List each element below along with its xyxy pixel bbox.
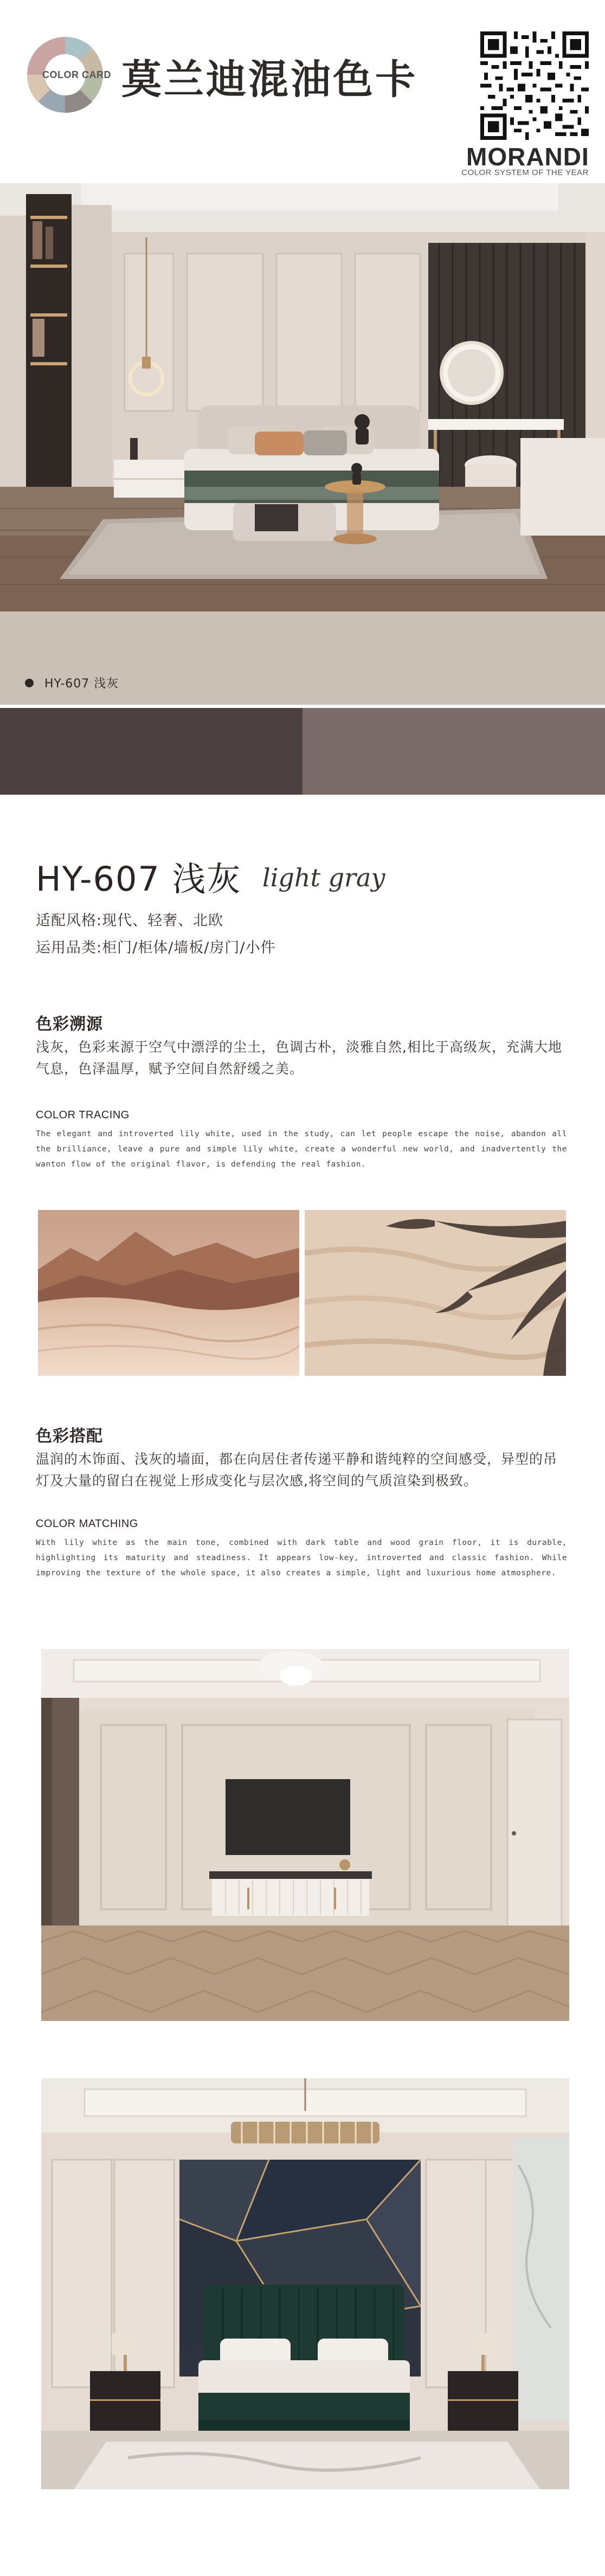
style-label: 适配风格:现代、轻奢、北欧 xyxy=(36,912,224,929)
tracing-en-body: The elegant and introverted lily white, used in the study, can let people escape the noise, abandon all the brilliance, leave a pure and simple lily white, create a wonderful new world, and inadvertently the wanton flow of the original flavor, is defending the real fashion. xyxy=(36,1130,567,1169)
logo-text: COLOR CARD xyxy=(42,69,111,80)
page-title: 莫兰迪混油色卡 xyxy=(121,56,417,103)
palm-shadow-sand-image xyxy=(305,1210,566,1376)
matching-en-title: COLOR MATCHING xyxy=(36,1518,138,1530)
desert-image xyxy=(38,1210,299,1376)
bullet-dot-icon xyxy=(25,679,34,687)
color-english-name: light gray xyxy=(262,863,385,892)
master-bedroom-image xyxy=(41,2078,569,2489)
hero-bedroom-image xyxy=(0,183,605,611)
qr-code[interactable] xyxy=(480,31,589,140)
brand-name: MORANDI xyxy=(466,143,589,171)
color-code-title: HY-607 浅灰 xyxy=(36,859,242,899)
matching-title: 色彩搭配 xyxy=(36,1427,103,1446)
category-label: 运用品类:柜门/柜体/墙板/房门/小件 xyxy=(36,939,276,956)
tracing-body: 浅灰，色彩来源于空气中漂浮的尘土，色调古朴，淡雅自然,相比于高级灰，充满大地气息，色泽温厚，赋予空间自然舒缓之美。 xyxy=(36,1039,562,1077)
matching-en-body: With lily white as the main tone, combined with dark table and wood grain floor, it is durable, highlighting its maturity and steadiness. It appears low-key, introverted and classic fashion. While improving the texture of the whole space, it also creates a simple, light and luxurious home atmosphere. xyxy=(36,1538,567,1577)
matching-body: 温润的木饰面、浅灰的墙面，都在向居住者传递平静和谐纯粹的空间感受，异型的吊灯及大量的留白在视觉上形成变化与层次感,将空间的气质渲染到极致。 xyxy=(36,1451,558,1489)
tracing-title: 色彩溯源 xyxy=(36,1015,103,1034)
color-swatch-mid xyxy=(302,708,605,795)
brand-subtitle: COLOR SYSTEM OF THE YEAR xyxy=(461,168,589,177)
living-room-image xyxy=(41,1649,569,2021)
color-swatch-dark xyxy=(0,708,302,795)
swatch-label: HY-607 浅灰 xyxy=(44,677,119,691)
tracing-en-title: COLOR TRACING xyxy=(36,1109,130,1121)
